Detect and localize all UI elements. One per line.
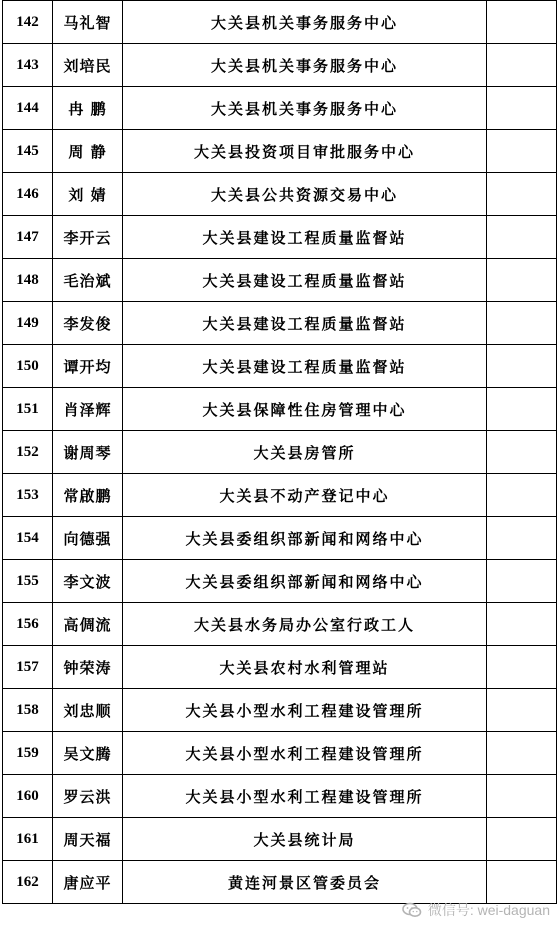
wechat-icon [402, 902, 422, 918]
remarks-cell [487, 345, 557, 388]
table-row [3, 87, 557, 130]
row-number: 152 [3, 431, 53, 474]
row-number: 155 [3, 560, 53, 603]
remarks-cell [487, 775, 557, 818]
work-unit: 大关县不动产登记中心 [123, 474, 487, 517]
remarks-cell [487, 603, 557, 646]
remarks-cell [487, 173, 557, 216]
person-name: 钟荣涛 [53, 646, 123, 689]
row-number: 147 [3, 216, 53, 259]
work-unit: 黄连河景区管委员会 [123, 861, 487, 904]
table-row [3, 646, 557, 689]
remarks-cell [487, 861, 557, 904]
person-name: 刘 婧 [53, 173, 123, 216]
person-name: 吴文腾 [53, 732, 123, 775]
work-unit: 大关县投资项目审批服务中心 [123, 130, 487, 173]
table-row [3, 560, 557, 603]
remarks-cell [487, 216, 557, 259]
row-number: 145 [3, 130, 53, 173]
work-unit: 大关县委组织部新闻和网络中心 [123, 517, 487, 560]
row-number: 154 [3, 517, 53, 560]
row-number: 148 [3, 259, 53, 302]
table-row [3, 732, 557, 775]
remarks-cell [487, 517, 557, 560]
remarks-cell [487, 431, 557, 474]
row-number: 156 [3, 603, 53, 646]
person-name: 向德强 [53, 517, 123, 560]
row-number: 142 [3, 1, 53, 44]
table-row [3, 474, 557, 517]
person-name: 高倜流 [53, 603, 123, 646]
remarks-cell [487, 560, 557, 603]
work-unit: 大关县小型水利工程建设管理所 [123, 775, 487, 818]
work-unit: 大关县委组织部新闻和网络中心 [123, 560, 487, 603]
table-row [3, 1, 557, 44]
table-row [3, 818, 557, 861]
table-row [3, 388, 557, 431]
person-name: 谢周琴 [53, 431, 123, 474]
person-name: 刘忠顺 [53, 689, 123, 732]
work-unit: 大关县小型水利工程建设管理所 [123, 732, 487, 775]
work-unit: 大关县建设工程质量监督站 [123, 259, 487, 302]
table-row [3, 775, 557, 818]
row-number: 146 [3, 173, 53, 216]
remarks-cell [487, 818, 557, 861]
work-unit: 大关县公共资源交易中心 [123, 173, 487, 216]
remarks-cell [487, 302, 557, 345]
work-unit: 大关县统计局 [123, 818, 487, 861]
roster-table [2, 0, 557, 904]
person-name: 马礼智 [53, 1, 123, 44]
person-name: 谭开均 [53, 345, 123, 388]
remarks-cell [487, 732, 557, 775]
table-row [3, 130, 557, 173]
table-row [3, 689, 557, 732]
remarks-cell [487, 130, 557, 173]
row-number: 151 [3, 388, 53, 431]
table-row [3, 302, 557, 345]
work-unit: 大关县建设工程质量监督站 [123, 302, 487, 345]
work-unit: 大关县房管所 [123, 431, 487, 474]
remarks-cell [487, 87, 557, 130]
row-number: 153 [3, 474, 53, 517]
table-row [3, 603, 557, 646]
person-name: 常啟鹏 [53, 474, 123, 517]
row-number: 144 [3, 87, 53, 130]
person-name: 李开云 [53, 216, 123, 259]
remarks-cell [487, 388, 557, 431]
row-number: 162 [3, 861, 53, 904]
remarks-cell [487, 646, 557, 689]
work-unit: 大关县保障性住房管理中心 [123, 388, 487, 431]
work-unit: 大关县机关事务服务中心 [123, 1, 487, 44]
person-name: 周 静 [53, 130, 123, 173]
work-unit: 大关县机关事务服务中心 [123, 87, 487, 130]
person-name: 周天福 [53, 818, 123, 861]
work-unit: 大关县农村水利管理站 [123, 646, 487, 689]
remarks-cell [487, 474, 557, 517]
row-number: 149 [3, 302, 53, 345]
remarks-cell [487, 259, 557, 302]
work-unit: 大关县机关事务服务中心 [123, 44, 487, 87]
row-number: 150 [3, 345, 53, 388]
work-unit: 大关县小型水利工程建设管理所 [123, 689, 487, 732]
person-name: 李文波 [53, 560, 123, 603]
row-number: 143 [3, 44, 53, 87]
table-row [3, 173, 557, 216]
work-unit: 大关县水务局办公室行政工人 [123, 603, 487, 646]
table-row [3, 216, 557, 259]
person-name: 李发俊 [53, 302, 123, 345]
remarks-cell [487, 1, 557, 44]
table-row [3, 345, 557, 388]
roster-body [3, 1, 557, 904]
row-number: 158 [3, 689, 53, 732]
remarks-cell [487, 689, 557, 732]
person-name: 毛治斌 [53, 259, 123, 302]
remarks-cell [487, 44, 557, 87]
row-number: 160 [3, 775, 53, 818]
table-row [3, 517, 557, 560]
person-name: 唐应平 [53, 861, 123, 904]
person-name: 刘培民 [53, 44, 123, 87]
person-name: 肖泽辉 [53, 388, 123, 431]
table-row [3, 44, 557, 87]
row-number: 157 [3, 646, 53, 689]
person-name: 罗云洪 [53, 775, 123, 818]
row-number: 161 [3, 818, 53, 861]
person-name: 冉 鹏 [53, 87, 123, 130]
row-number: 159 [3, 732, 53, 775]
table-row [3, 259, 557, 302]
table-row [3, 431, 557, 474]
table-row [3, 861, 557, 904]
work-unit: 大关县建设工程质量监督站 [123, 345, 487, 388]
work-unit: 大关县建设工程质量监督站 [123, 216, 487, 259]
watermark-text: 微信号: wei-daguan [427, 902, 550, 918]
